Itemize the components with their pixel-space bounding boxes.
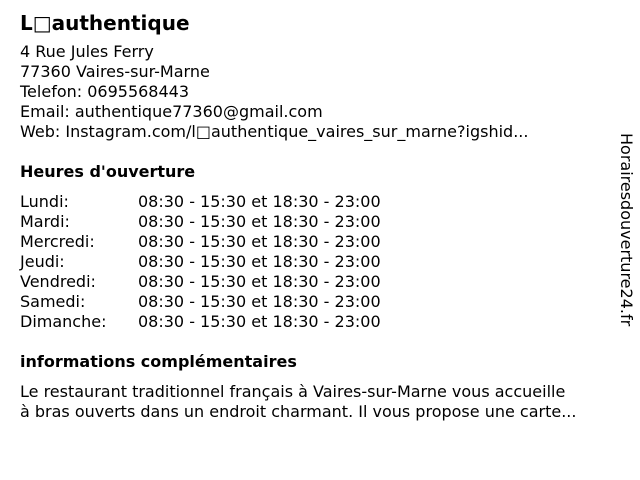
hours-row-wednesday	[20, 232, 381, 252]
hours-row-saturday	[20, 292, 381, 312]
day-label: Dimanche:	[20, 312, 107, 331]
hours-row-sunday	[20, 312, 381, 332]
info-line: Le restaurant traditionnel français à Vaires-sur-Marne vous accueille	[20, 382, 566, 401]
email-address: Email: authentique77360@gmail.com	[20, 102, 323, 121]
day-label: Samedi:	[20, 292, 86, 311]
day-hours: 08:30 - 15:30 et 18:30 - 23:00	[138, 212, 381, 231]
day-hours: 08:30 - 15:30 et 18:30 - 23:00	[138, 192, 381, 211]
day-hours: 08:30 - 15:30 et 18:30 - 23:00	[138, 292, 381, 311]
day-label: Lundi:	[20, 192, 69, 211]
additional-info-heading: informations complémentaires	[20, 352, 297, 371]
day-hours: 08:30 - 15:30 et 18:30 - 23:00	[138, 252, 381, 271]
website-link: Web: Instagram.com/l□authentique_vaires_sur_marne?igshid...	[20, 122, 529, 141]
day-hours: 08:30 - 15:30 et 18:30 - 23:00	[138, 312, 381, 331]
address-street: 4 Rue Jules Ferry	[20, 42, 154, 61]
hours-row-tuesday	[20, 212, 381, 232]
day-label: Vendredi:	[20, 272, 96, 291]
info-line: à bras ouverts dans un endroit charmant. Il vous propose une carte...	[20, 402, 577, 421]
address-city: 77360 Vaires-sur-Marne	[20, 62, 210, 81]
day-label: Jeudi:	[20, 252, 65, 271]
phone-number: Telefon: 0695568443	[20, 82, 190, 101]
opening-hours-heading: Heures d'ouverture	[20, 162, 196, 181]
additional-info-text	[20, 382, 635, 422]
business-listing	[20, 10, 620, 422]
day-label: Mardi:	[20, 212, 70, 231]
hours-row-thursday	[20, 252, 381, 272]
site-watermark: Horairesdouverture24.fr	[617, 133, 636, 327]
day-hours: 08:30 - 15:30 et 18:30 - 23:00	[138, 232, 381, 251]
opening-hours-table	[20, 192, 381, 332]
day-label: Mercredi:	[20, 232, 95, 251]
hours-row-friday	[20, 272, 381, 292]
hours-row-monday	[20, 192, 381, 212]
contact-block	[20, 42, 620, 142]
day-hours: 08:30 - 15:30 et 18:30 - 23:00	[138, 272, 381, 291]
business-name: L□authentique	[20, 11, 190, 35]
